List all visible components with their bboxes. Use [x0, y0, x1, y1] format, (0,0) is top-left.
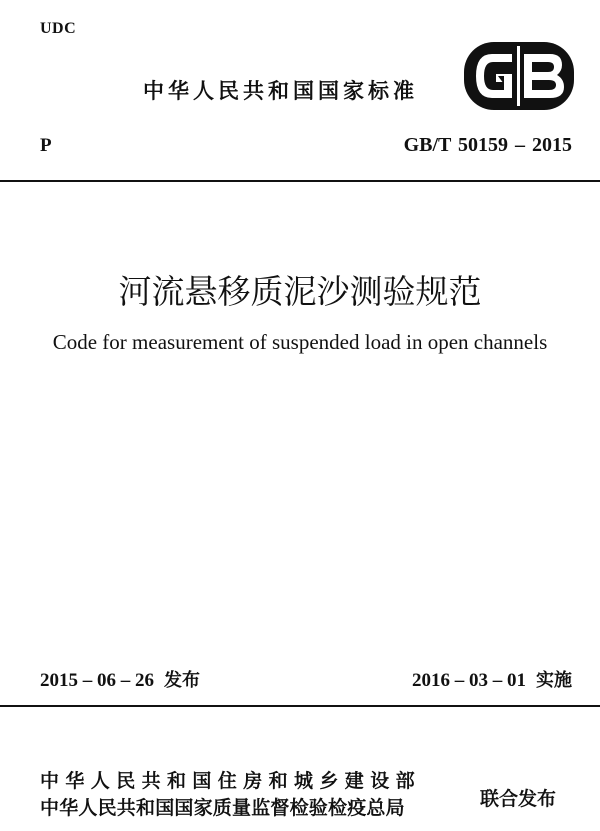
effective-date: 2016 – 03 – 01: [412, 670, 526, 691]
gb-logo-icon: [462, 40, 576, 112]
issue-date: 2015 – 06 – 26: [40, 670, 154, 691]
document-title-english: Code for measurement of suspended load in open channels: [52, 330, 548, 354]
effective-date-row: [412, 666, 572, 692]
issuer-block: [40, 768, 421, 822]
bottom-divider: [0, 705, 600, 707]
standard-number: GB/T 50159 – 2015: [403, 134, 572, 156]
udc-label: UDC: [40, 20, 77, 37]
document-title-chinese: 河流悬移质泥沙测验规范: [118, 272, 482, 311]
issuer-ministry-housing: 中华人民共和国住房和城乡建设部: [40, 770, 422, 792]
issue-date-row: [40, 666, 200, 692]
classification-code: P: [40, 135, 52, 156]
issuer-aqsiq: 中华人民共和国国家质量监督检验检疫总局: [40, 797, 405, 819]
national-standard-heading: 中华人民共和国国家标准: [143, 79, 418, 103]
effective-label: 实施: [536, 670, 572, 691]
top-divider: [0, 180, 600, 182]
joint-issue-label: 联合发布: [480, 788, 557, 810]
issue-label: 发布: [164, 670, 200, 691]
